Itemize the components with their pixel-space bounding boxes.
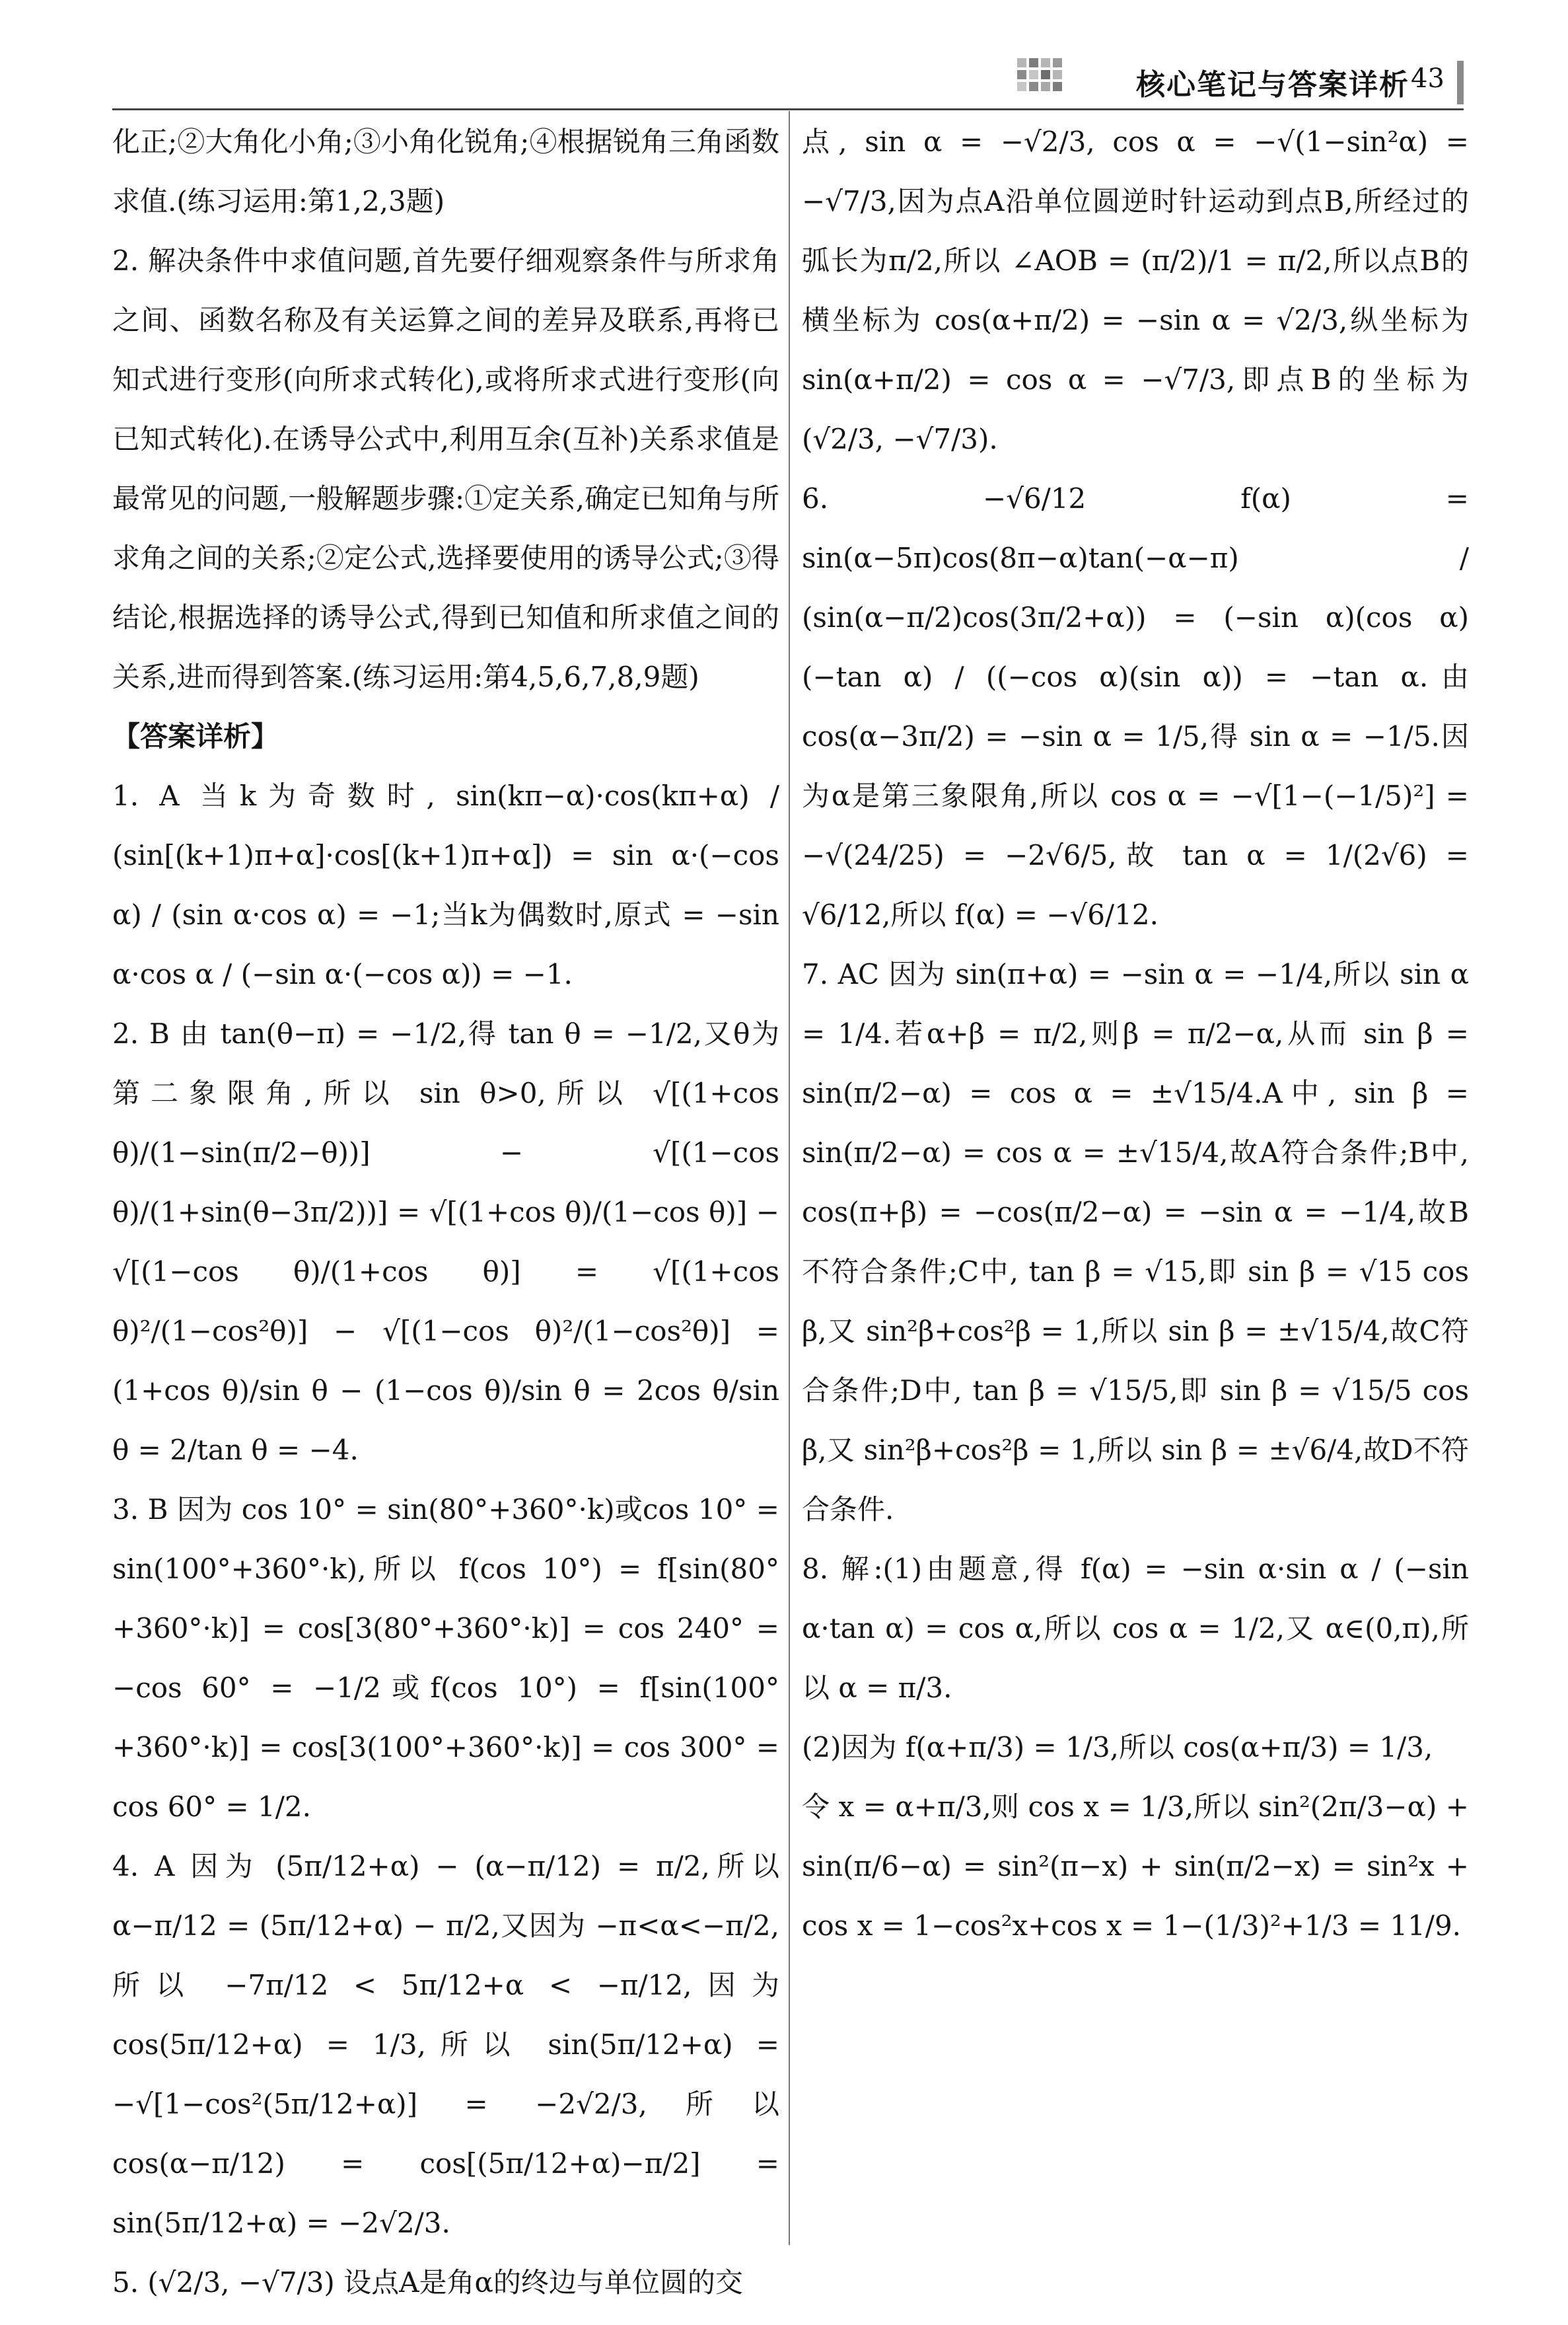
answer-1: 1. A 当k为奇数时, sin(kπ−α)·cos(kπ+α) / (sin[(k+1)π+α]·cos[(k+1)π+α]) = sin α·(−cos α) / (sin α·cos α) = −1;当k为偶数时,原式 = −sin α·cos α / (−sin α·(−cos α)) = −1. — [112, 780, 779, 990]
answer-4: 4. A 因为 (5π/12+α) − (α−π/12) = π/2,所以 α−π/12 = (5π/12+α) − π/2,又因为 −π<α<−π/2,所以 −7π/12 < 5π/12+α < −π/12,因为 cos(5π/12+α) = 1/3,所以 sin(5π/12+α) = −√[1−cos²(5π/12+α)] = −2√2/3,所以 cos(α−π/12) = cos[(5π/12+α)−π/2] = sin(5π/12+α) = −2√2/3. — [112, 1850, 779, 2239]
header-rule — [112, 108, 1464, 110]
answer-8-part-3: 令 x = α+π/3,则 cos x = 1/3,所以 sin²(2π/3−α) + sin(π/6−α) = sin²(π−x) + sin(π/2−x) = sin²x + cos x = 1−cos²x+cos x = 1−(1/3)²+1/3 = 11/9. — [802, 1790, 1469, 1942]
answer-6: 6. −√6/12 f(α) = sin(α−5π)cos(8π−α)tan(−α−π) / (sin(α−π/2)cos(3π/2+α)) = (−sin α)(cos α)(−tan α) / ((−cos α)(sin α)) = −tan α.由 cos(α−3π/2) = −sin α = 1/5,得 sin α = −1/5.因为α是第三象限角,所以 cos α = −√[1−(−1/5)²] = −√(24/25) = −2√6/5,故 tan α = 1/(2√6) = √6/12,所以 f(α) = −√6/12. — [802, 482, 1469, 931]
section-heading: 【答案详析】 — [112, 720, 279, 753]
answer-8-part-1: 8. 解:(1)由题意,得 f(α) = −sin α·sin α / (−sin α·tan α) = cos α,所以 cos α = 1/2,又 α∈(0,π),所以 α = π/3. — [802, 1553, 1469, 1704]
answer-3: 3. B 因为 cos 10° = sin(80°+360°·k)或cos 10° = sin(100°+360°·k),所以 f(cos 10°) = f[sin(80°+360°·k)] = cos[3(80°+360°·k)] = cos 240° = −cos 60° = −1/2或f(cos 10°) = f[sin(100°+360°·k)] = cos[3(100°+360°·k)] = cos 300° = cos 60° = 1/2. — [112, 1493, 779, 1823]
answer-7: 7. AC 因为 sin(π+α) = −sin α = −1/4,所以 sin α = 1/4.若α+β = π/2,则β = π/2−α,从而 sin β = sin(π/2−α) = cos α = ±√15/4.A中, sin β = sin(π/2−α) = cos α = ±√15/4,故A符合条件;B中, cos(π+β) = −cos(π/2−α) = −sin α = −1/4,故B不符合条件;C中, tan β = √15,即 sin β = √15 cos β,又 sin²β+cos²β = 1,所以 sin β = ±√15/4,故C符合条件;D中, tan β = √15/5,即 sin β = √15/5 cos β,又 sin²β+cos²β = 1,所以 sin β = ±√6/4,故D不符合条件. — [802, 958, 1469, 1526]
right-column — [802, 112, 1469, 1956]
header-logo-pattern — [1017, 58, 1070, 98]
method-paragraph-1: 化正;②大角化小角;③小角化锐角;④根据锐角三角函数求值.(练习运用:第1,2,3题) — [112, 126, 779, 217]
left-column — [112, 112, 779, 2312]
answer-5: 5. (√2/3, −√7/3) 设点A是角α的终边与单位圆的交 — [112, 2266, 743, 2299]
answer-5-continued: 点, sin α = −√2/3, cos α = −√(1−sin²α) = −√7/3,因为点A沿单位圆逆时针运动到点B,所经过的弧长为π/2,所以 ∠AOB = (π/2)/1 = π/2,所以点B的横坐标为 cos(α+π/2) = −sin α = √2/3,纵坐标为 sin(α+π/2) = cos α = −√7/3,即点B的坐标为(√2/3, −√7/3). — [802, 126, 1469, 455]
answer-2: 2. B 由 tan(θ−π) = −1/2,得 tan θ = −1/2,又θ为第二象限角,所以 sin θ>0,所以 √[(1+cos θ)/(1−sin(π/2−θ))] − √[(1−cos θ)/(1+sin(θ−3π/2))] = √[(1+cos θ)/(1−cos θ)] − √[(1−cos θ)/(1+cos θ)] = √[(1+cos θ)²/(1−cos²θ)] − √[(1−cos θ)²/(1−cos²θ)] = (1+cos θ)/sin θ − (1−cos θ)/sin θ = 2cos θ/sin θ = 2/tan θ = −4. — [112, 1017, 779, 1466]
header-edge-bar — [1457, 61, 1464, 104]
method-paragraph-2: 2. 解决条件中求值问题,首先要仔细观察条件与所求角之间、函数名称及有关运算之间的差异及联系,再将已知式进行变形(向所求式转化),或将所求式进行变形(向已知式转化).在诱导公式中,利用互余(互补)关系求值是最常见的问题,一般解题步骤:①定关系,确定已知角与所求角之间的关系;②定公式,选择要使用的诱导公式;③得结论,根据选择的诱导公式,得到已知值和所求值之间的关系,进而得到答案.(练习运用:第4,5,6,7,8,9题) — [112, 244, 779, 693]
page-number: 43 — [1411, 63, 1444, 94]
answer-8-part-2: (2)因为 f(α+π/3) = 1/3,所以 cos(α+π/3) = 1/3, — [802, 1731, 1433, 1763]
header-title: 核心笔记与答案详析 — [1136, 68, 1409, 102]
column-divider — [789, 111, 790, 2245]
